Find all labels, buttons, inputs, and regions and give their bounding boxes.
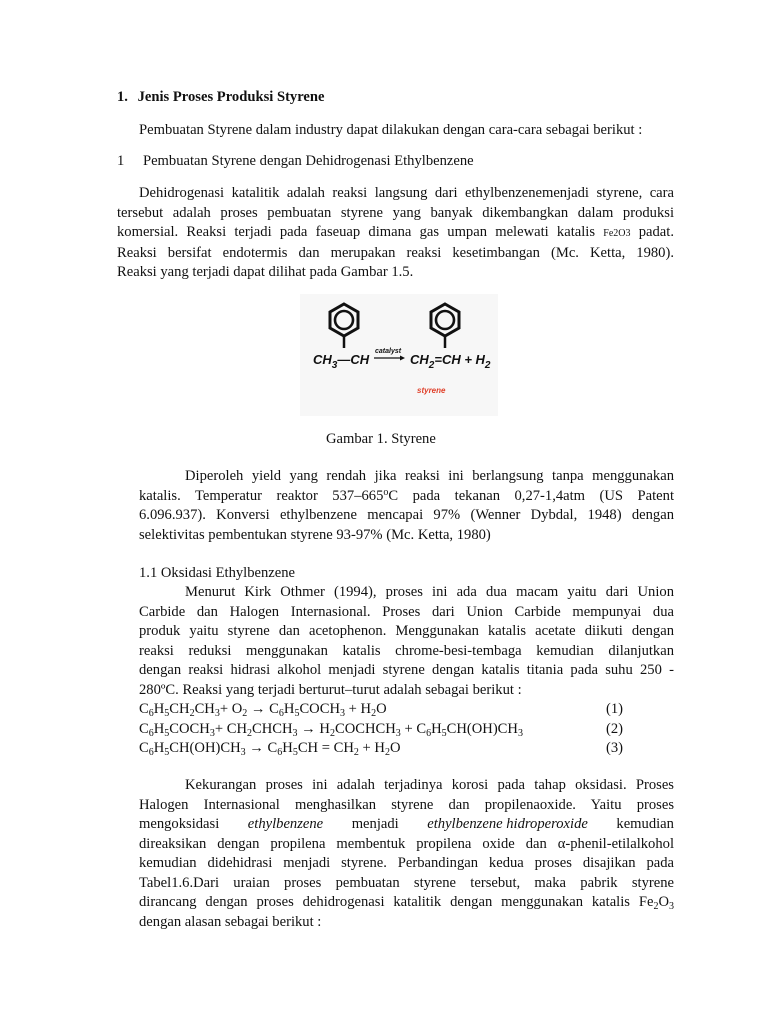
- degree-symbol: o: [383, 486, 389, 498]
- section-title: Jenis Proses Produksi Styrene: [137, 89, 325, 105]
- paragraph-text: kemudian: [616, 816, 674, 832]
- paragraph-text: C pada tekanan 0,27-1,4atm (US Patent: [388, 487, 674, 504]
- paragraph-line: [139, 893, 674, 913]
- formula-sub: 2: [653, 901, 659, 912]
- paragraph-text: dirancang dengan proses dehidrogenasi katalitik dengan menggunakan katalis Fe: [139, 894, 654, 910]
- paragraph-line: reaksi reduksi menggunakan katalis chrome-besi-tembaga kemudian dilanjutkan: [139, 642, 674, 659]
- formula-sub: 2: [484, 360, 491, 371]
- formula-ch: CH: [350, 352, 370, 367]
- paragraph-line: Menurut Kirk Othmer (1994), proses ini ada dua macam yaitu dari Union: [185, 584, 674, 600]
- equation-text: $C_6H_5COCH_3+$ $CH_2CHCH_3$ → $H_2COCHCH_3 + C_6H_5CH(OH)CH_3$: [139, 721, 523, 739]
- equation-row: [139, 739, 623, 759]
- equation-text: $C_6H_5CH_2CH_3+ O_2$ → $C_6H_5COCH_3 + H_2O$: [139, 701, 387, 719]
- formula-double-bond: =: [434, 352, 442, 367]
- subsection-heading-oksidasi: 1.1 Oksidasi Ethylbenzene: [139, 565, 296, 581]
- section-heading: [117, 88, 325, 108]
- paragraph-line: tersebut adalah proses pembuatan styrene yang banyak dikembangkan dalam produksi: [117, 204, 674, 221]
- paragraph-line: Carbide dan Halogen Internasional. Proses dari Union Carbide mempunyai dua: [139, 603, 674, 620]
- subsection-title: Pembuatan Styrene dengan Dehidrogenasi Ethylbenzene: [142, 153, 474, 169]
- paragraph-line: dengan reaksi hidrasi alkohol menjadi styrene dengan katalis titania pada suhu 250 -: [139, 662, 674, 678]
- svg-text:CH2=CH + H2: [410, 352, 491, 371]
- paragraph-line: Dehidrogenasi katalitik adalah reaksi langsung dari ethylbenzenemenjadi styrene, cara: [139, 185, 674, 201]
- paragraph-text: menjadi: [351, 816, 399, 832]
- reaction-arrow-icon: [374, 356, 405, 361]
- paragraph-line: Diperoleh yield yang rendah jika reaksi ini berlangsung tanpa menggunakan: [185, 468, 674, 484]
- formula-rest: CH + H: [441, 352, 485, 367]
- paragraph-line: Tabel1.6.Dari uraian proses pembuatan styrene tersebut, maka pabrik styrene: [139, 874, 674, 891]
- paragraph-line: dengan alasan sebagai berikut :: [139, 913, 322, 930]
- paragraph-text: katalis. Temperatur reaktor 537–665: [139, 487, 384, 504]
- paragraph-text: mengoksidasi: [139, 816, 220, 832]
- equation-number: (3): [605, 740, 623, 756]
- equation-row: [139, 700, 623, 720]
- equation-number: (2): [605, 721, 623, 737]
- formula-sub: 3: [331, 360, 338, 371]
- arrow-label: catalyst: [375, 348, 402, 355]
- subsection-number: 1: [117, 153, 125, 169]
- paragraph-line: [117, 223, 674, 244]
- section-number: 1.: [117, 89, 128, 105]
- figure-caption: Gambar 1. Styrene: [326, 431, 436, 447]
- paragraph-line: selektivitas pembentukan styrene 93-97% (Mc. Ketta, 1980): [139, 526, 491, 543]
- equation-number: (1): [605, 701, 623, 717]
- paragraph-line: kemudian didehidrasi menjadi styrene. Perbandingan kedua proses disajikan pada: [139, 855, 674, 871]
- formula-ch3: CH: [313, 352, 332, 367]
- paragraph-line: Kekurangan proses ini adalah terjadinya korosi pada tahap oksidasi. Proses: [185, 777, 674, 793]
- styrene-label: styrene: [417, 386, 446, 395]
- paragraph-italic: ethylbenzene hidroperoxide: [427, 816, 588, 832]
- paragraph-line: produk yaitu styrene dan acetophenon. Menggunakan katalis acetate diikuti dengan: [139, 623, 674, 639]
- formula-sub: 2: [428, 360, 435, 371]
- paragraph-line: Reaksi yang terjadi dapat dilihat pada Gambar 1.5.: [117, 264, 414, 280]
- paragraph-dehidrogenasi: [117, 184, 674, 283]
- subsection-heading: [117, 152, 474, 172]
- equation-text: $C_6H_5CH(OH)CH_3 \to C_6H_5CH = CH_2 + H_2O$: [139, 740, 401, 758]
- paragraph-line: 280ºC. Reaksi yang terjadi berturut–turut adalah sebagai berikut :: [139, 681, 522, 698]
- benzene-ring-icon: [431, 304, 459, 348]
- intro-text: Pembuatan Styrene dalam industry dapat dilakukan dengan cara-cara sebagai berikut :: [139, 122, 643, 138]
- svg-text:CH3—CH: [313, 352, 370, 371]
- reaction-diagram: [300, 294, 498, 416]
- paragraph-oksidasi: [139, 583, 674, 700]
- paragraph-line: [139, 487, 674, 507]
- paragraph-line: 6.096.937). Konversi ethylbenzene mencapai 97% (Wenner Dybdal, 1948) dengan: [139, 507, 674, 523]
- formula-bond: —: [337, 352, 351, 367]
- reaction-figure: [300, 294, 498, 416]
- paragraph-line: direaksikan dengan propilena membentuk propilena oxide dan α-phenil-etilalkohol: [139, 835, 674, 852]
- paragraph-text: komersial. Reaksi terjadi pada faseuap dimana gas umpan melewati katalis: [117, 224, 596, 240]
- paragraph-yield: [139, 467, 674, 545]
- paragraph-line: [139, 815, 674, 835]
- formula-sub: 3: [669, 901, 674, 912]
- paragraph-kekurangan: [139, 776, 674, 932]
- paragraph-line: Halogen Internasional menghasilkan styrene dan propilenaoxide. Yaitu proses: [139, 796, 674, 813]
- benzene-ring-icon: [330, 304, 358, 348]
- paragraph-text: O: [658, 894, 669, 910]
- equation-row: [139, 720, 623, 740]
- paragraph-italic: ethylbenzene: [247, 816, 324, 832]
- paragraph-text: padat.: [638, 224, 674, 240]
- paragraph-line: Reaksi bersifat endotermis dan merupakan reaksi kesetimbangan (Mc. Ketta, 1980).: [117, 244, 674, 261]
- catalyst-formula: Fe2O3: [603, 228, 631, 239]
- formula-ch2: CH: [410, 352, 429, 367]
